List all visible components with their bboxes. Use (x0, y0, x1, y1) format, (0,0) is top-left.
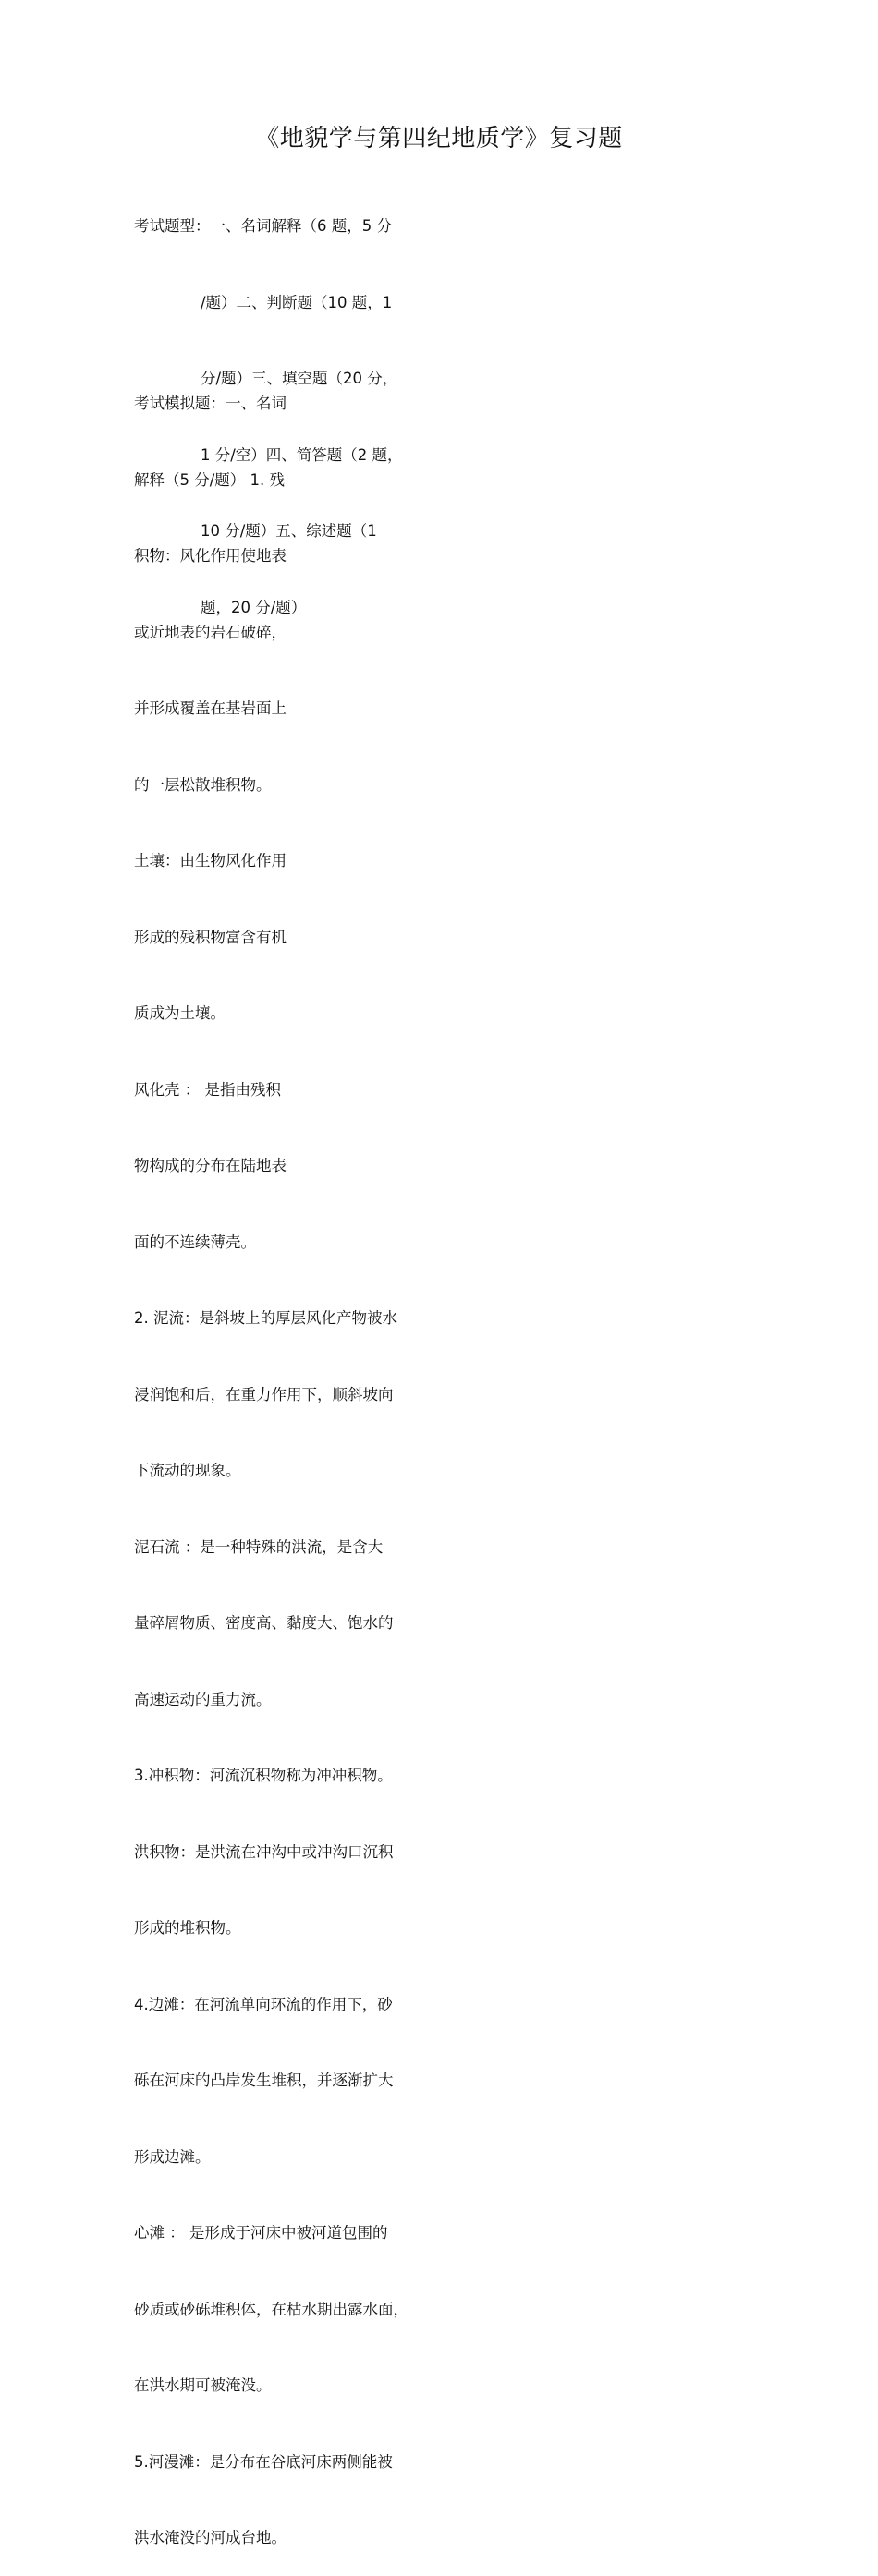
mock-line: 物构成的分布在陆地表 (134, 1157, 287, 1174)
exam-types-line: 考试题型：一、名词解释（6 题，5 分 (134, 217, 392, 235)
mock-line: 洪积物：是洪流在冲沟中或冲沟口沉积 (134, 1842, 394, 1861)
mock-line: 土壤：由生物风化作用 (134, 852, 287, 869)
page-title: 《地貌学与第四纪地质学》复习题 (255, 125, 623, 152)
mock-line: 考试模拟题：一、名词 (134, 395, 287, 412)
mock-line: 洪水淹没的河成台地。 (134, 2529, 287, 2546)
mock-line: 在洪水期可被淹没。 (134, 2376, 272, 2394)
exam-types-line: 1 分/空）四、简答题（2 题， (201, 445, 403, 464)
mock-line: 风化壳 ： 是指由残积 (134, 1080, 281, 1099)
mock-line: 心滩 ： 是形成于河床中被河道包围的 (134, 2224, 388, 2242)
mock-line: 3.冲积物：河流沉积物称为冲冲积物。 (134, 1767, 393, 1784)
mock-line: 量碎屑物质、密度高、黏度大、饱水的 (134, 1614, 394, 1632)
mock-line: 积物：风化作用使地表 (134, 547, 287, 565)
mock-line: 形成的残积物富含有机 (134, 928, 287, 946)
mock-line: 质成为土壤。 (134, 1004, 226, 1022)
mock-line: 2. 泥流：是斜坡上的厚层风化产物被水 (134, 1309, 397, 1327)
mock-line: 的一层松散堆积物。 (134, 775, 272, 794)
mock-line: 形成的堆积物。 (134, 1919, 241, 1937)
exam-types-line: 10 分/题）五、综述题（1 (201, 522, 377, 540)
mock-line: 面的不连续薄壳。 (134, 1233, 256, 1251)
mock-line: 4.边滩：在河流单向环流的作用下，砂 (134, 1995, 393, 2013)
mock-line: 解释（5 分/题） 1. 残 (134, 470, 286, 489)
mock-line: 砾在河床的凸岸发生堆积，并逐渐扩大 (134, 2072, 394, 2089)
mock-line: 下流动的现象。 (134, 1462, 241, 1479)
exam-types-line: 题，20 分/题） (201, 598, 307, 616)
mock-line: 泥石流 ：是一种特殊的洪流，是含大 (134, 1537, 384, 1556)
mock-line: 砂质或砂砾堆积体，在枯水期出露水面， (134, 2300, 409, 2318)
exam-types-line: /题）二、判断题（10 题，1 (201, 293, 393, 311)
mock-line: 5.河漫滩：是分布在谷底河床两侧能被 (134, 2452, 393, 2471)
exam-types-line: 分/题）三、填空题（20 分， (201, 370, 398, 387)
mock-line: 或近地表的岩石破碎， (134, 623, 287, 641)
mock-exam-section (134, 340, 409, 2576)
mock-line: 形成边滩。 (134, 2147, 211, 2166)
mock-line: 高速运动的重力流。 (134, 1690, 272, 1708)
mock-line: 浸润饱和后，在重力作用下，顺斜坡向 (134, 1385, 394, 1403)
mock-line: 并形成覆盖在基岩面上 (134, 699, 287, 717)
